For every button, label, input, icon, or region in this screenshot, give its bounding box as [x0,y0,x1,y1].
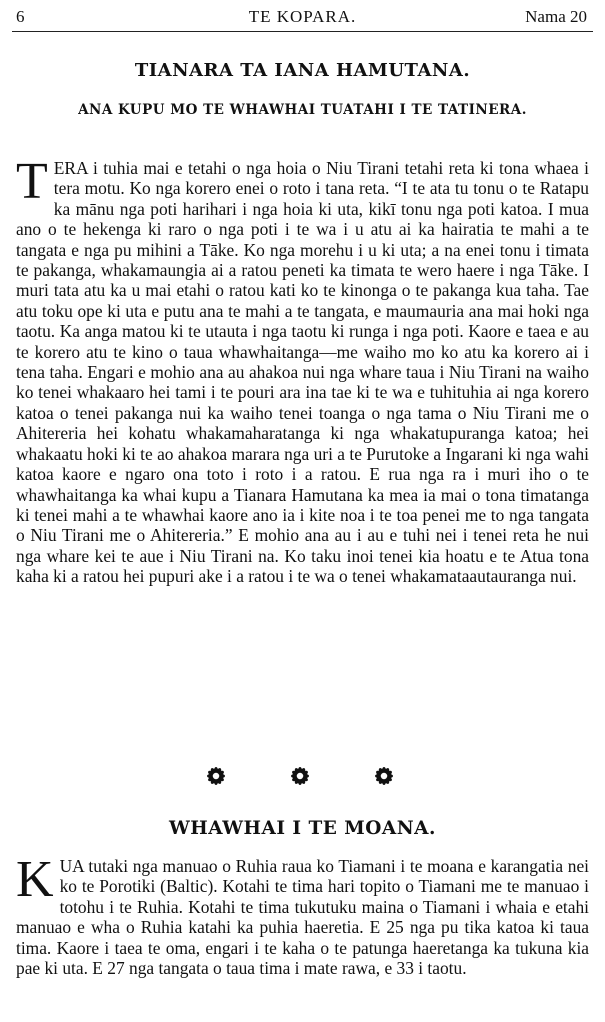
header-rule [12,31,593,32]
journal-title: TE KOPARA. [248,7,357,26]
flower-ornament-icon [200,762,232,790]
drop-cap: K [16,851,54,908]
article-subtitle: ANA KUPU MO TE WHAWHAI TUATAHI I TE TATINERA. [78,102,527,118]
flower-ornament-icon [284,762,316,790]
article-body [16,153,589,587]
article-title: TIANARA TA IANA HAMUTANA. [134,60,471,81]
page-number: 6 [16,7,25,26]
flower-ornament-icon [368,762,400,790]
issue-number: Nama 20 [525,7,587,26]
section-ornaments [200,762,400,792]
section-body [16,851,589,979]
section-body-text: UA tutaki nga manuao o Ruhia raua ko Tiamani i te moana e karangatia nei ko te Porotiki (Baltic). Kotahi te tima hari topito o Tiamani me te manuao i totohu i te Ruhia. Kotahi te tima tukutuku maina o Tiamani i whaia e etahi manuao e wha o Ruhia katahi ka puhia haeretia. E 25 nga pu tika katoa ki taua tima. Kaore i taea te oma, engari i te kaha o te patunga haeretanga ka tukuna kia pae ki uta. E 27 nga tangata o taua tima i mate rawa, e 33 i taotu. [16,856,589,979]
article-body-text: ERA i tuhia mai e tetahi o nga hoia o Niu Tirani tetahi reta ki tona whaea i tera motu. Ko nga korero enei o roto i tana reta. “I te ata tu tonu o te Ratapu ka mānu nga poti harihari i nga hoia ki uta, kikī tonu nga poti katoa. I mua ano o te hekenga ki raro o nga poti i te wa i u atu ai ka hairatia te mahi a te tangata e nga pu mihini a Tāke. Ko nga morehu i u ki uta; a na enei tonu i timata te pakanga, whakamaungia ai a ratou peneti ka timata te wero haere i nga Tāke. I muri tata atu ka u mai etahi o ratou kati ko te kinonga o te pakanga kua taha. Tae atu toku ope ki uta e putu ana te mahi a te tangata, e maumauria ana mai hoki nga taotu. Ka anga matou ki te utauta i nga taotu ki runga i nga poti. Kaore e taea e au te korero atu te kino o taua whawhaitanga—me waiho mo ko atu ka korero ai i tena taha. Engari e mohio ana au ahakoa nui nga whare taua i Niu Tirani na waiho ko tenei whakaaro hei tami i te pouri ara ina tae ki te wa e tuhituhia ai nga korero katoa o tenei pakanga nui ka waiho tenei toanga o nga tama o Niu Tirani me o Ahitereria hei kohatu whakamaharatanga ki nga whakatupuranga katoa; hei whakaatu hoki ki te ao ahakoa marara nga uri a te Purutoke a Ingarani ki nga wahi katoa kaore e ngaro ona toto i roto i a ratou. E rua nga ra i muri iho o te whawhaitanga ka whai kupu a Tianara Hamutana ka mea ia mai o tona timatanga ki tenei mahi a te whawhai kaore ano ia i kite noa i te toa penei me to nga tangata o Niu Tirani me o Ahitereria.” E mohio ana au i au e tuhi nei i tenei reta he nui nga whare kei te aue i Niu Tirani na. Ko taku inoi tenei kia hoatu e te Atua tona kaha ki a ratou hei pupuri ake i a ratou i te wa o tenei whakamataautauranga nui. [16,158,589,587]
drop-cap: T [16,153,48,210]
running-header [8,4,597,30]
section-title: WHAWHAI I TE MOANA. [169,818,436,839]
